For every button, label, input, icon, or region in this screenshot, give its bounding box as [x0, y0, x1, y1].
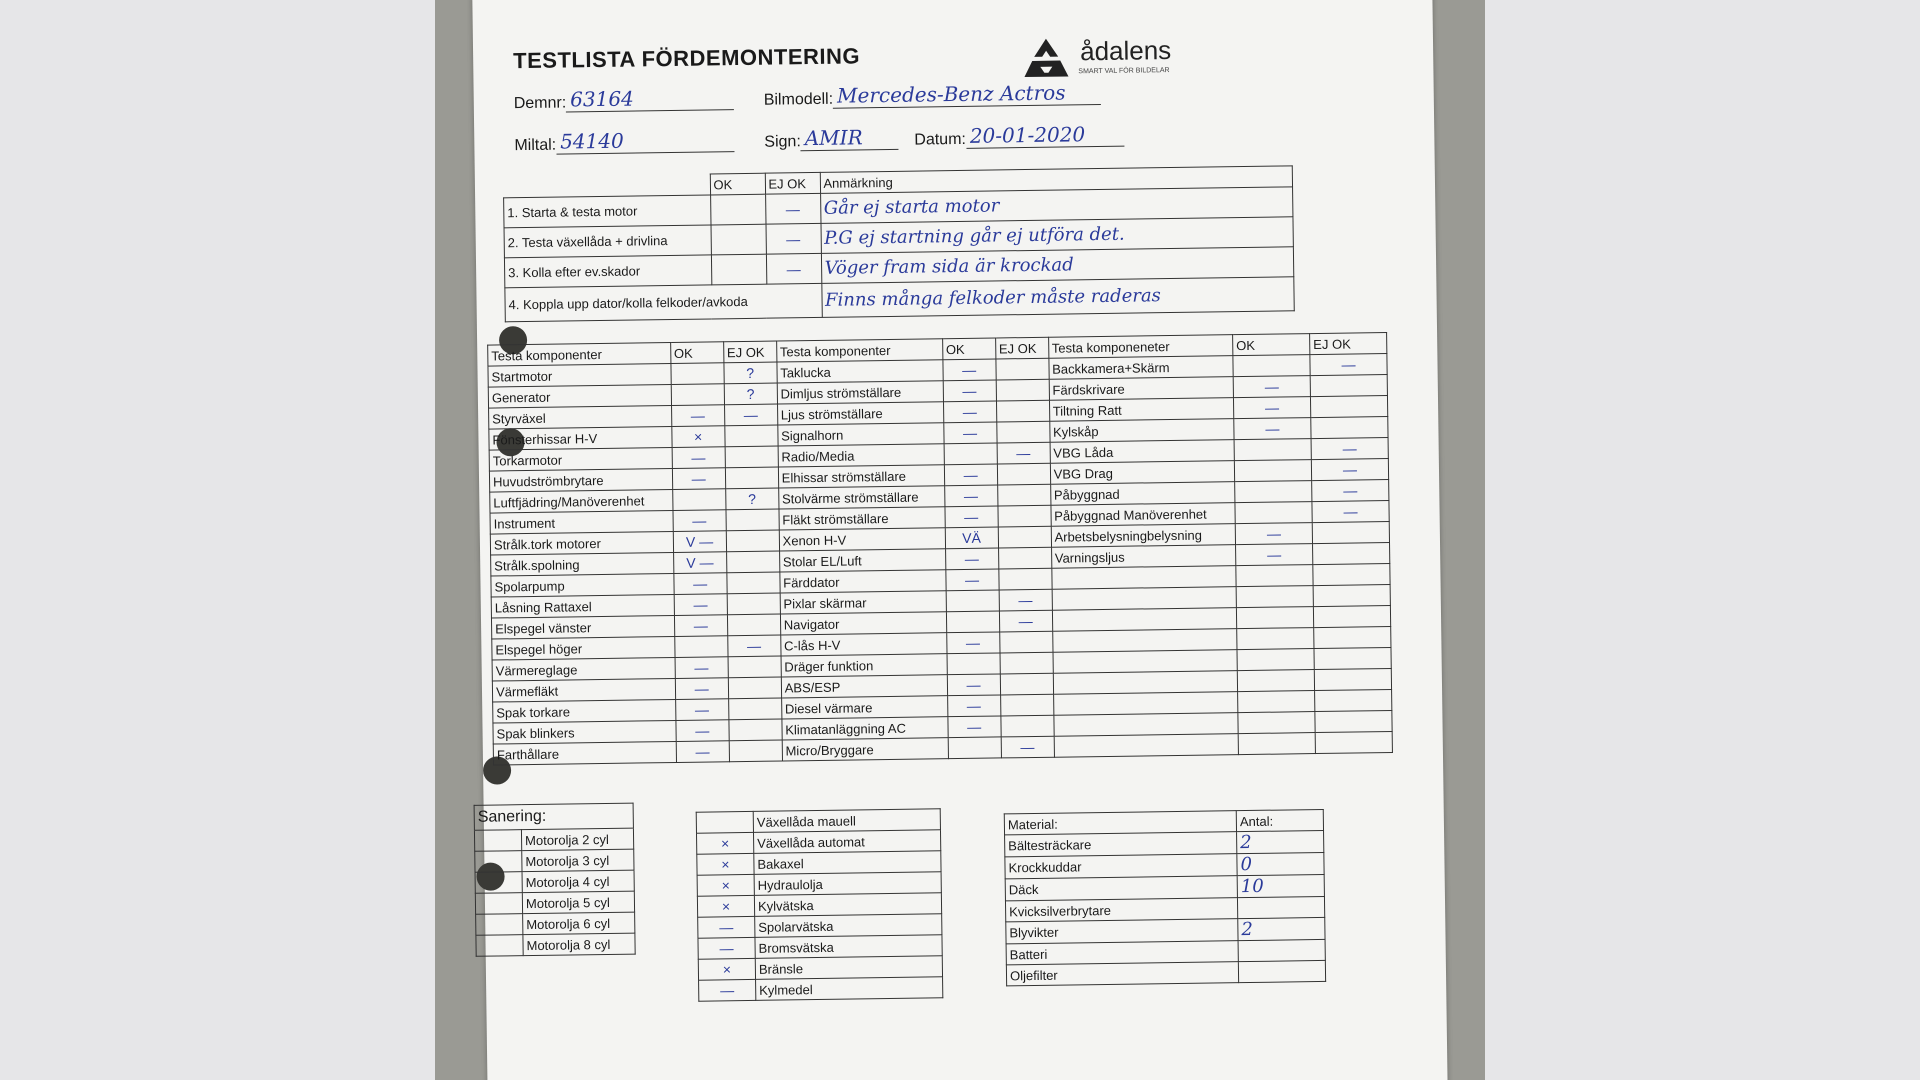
col3-ejok-header: EJ OK — [1310, 333, 1387, 355]
component-ejok[interactable] — [1315, 731, 1392, 753]
component-ok[interactable]: — — [945, 569, 998, 591]
sanering-check[interactable] — [475, 872, 522, 894]
component-ok[interactable] — [1233, 355, 1310, 377]
component-ok[interactable]: VÄ — [945, 527, 998, 549]
component-ok[interactable]: — — [673, 510, 726, 532]
component-ok[interactable]: — — [948, 716, 1001, 738]
fluid-name: Kylvätska — [754, 893, 941, 917]
col1-ejok-header: EJ OK — [723, 341, 776, 363]
component-ok[interactable] — [1236, 586, 1313, 608]
component-name — [1053, 713, 1238, 737]
material-qty[interactable]: 2 — [1238, 917, 1325, 940]
component-name — [1052, 629, 1237, 653]
component-ok[interactable]: — — [676, 741, 729, 763]
sign-field — [764, 125, 899, 152]
col3-header: Testa komponeneter — [1048, 335, 1233, 359]
material-table — [1004, 809, 1326, 986]
component-ok[interactable]: — — [943, 401, 996, 423]
component-ejok[interactable]: — — [997, 442, 1050, 464]
component-name: Tiltning Ratt — [1049, 398, 1234, 422]
component-ejok[interactable] — [997, 463, 1050, 485]
sanering-item: Motorolja 8 cyl — [523, 933, 635, 956]
check-label: 4. Koppla upp dator/kolla felkoder/avkoda — [505, 283, 822, 321]
component-ejok[interactable] — [727, 572, 780, 594]
datum-field — [914, 122, 1124, 150]
demnr-field — [514, 85, 735, 113]
component-name: Navigator — [780, 612, 946, 635]
datum-value[interactable]: 20-01-2020 — [966, 122, 1124, 149]
component-ok[interactable] — [671, 384, 724, 406]
component-ok[interactable]: — — [675, 699, 728, 721]
check-ejok[interactable]: — — [766, 253, 821, 284]
component-ejok[interactable]: — — [999, 589, 1052, 611]
component-ok[interactable]: V — — [673, 552, 726, 574]
components-table — [487, 332, 1393, 766]
component-ok[interactable] — [948, 737, 1001, 759]
fluid-mark[interactable]: — — [698, 916, 755, 938]
component-ejok[interactable] — [728, 677, 781, 699]
check-label: 2. Testa växellåda + drivlina — [504, 225, 711, 258]
material-qty[interactable]: 10 — [1237, 874, 1324, 897]
component-ok[interactable] — [1238, 712, 1315, 734]
fluid-name: Växellåda mauell — [753, 809, 940, 833]
component-ejok[interactable]: ? — [724, 362, 777, 384]
component-name: Farthållare — [493, 741, 676, 765]
sign-label: Sign: — [764, 133, 801, 151]
component-ok[interactable] — [1238, 691, 1315, 713]
component-name: Startmotor — [488, 364, 671, 388]
fluid-name: Bakaxel — [754, 851, 941, 875]
component-name: Dimljus strömställare — [777, 381, 943, 404]
component-ejok[interactable] — [998, 505, 1051, 527]
component-name: Diesel värmare — [781, 696, 947, 719]
fluid-name: Spolarvätska — [755, 914, 942, 938]
component-name: Ljus strömställare — [777, 402, 943, 425]
checks-header-ejok: EJ OK — [765, 172, 820, 194]
sanering-item: Motorolja 3 cyl — [522, 849, 634, 872]
component-ejok[interactable] — [1314, 647, 1391, 669]
component-ejok[interactable] — [996, 358, 1049, 380]
component-ejok[interactable] — [998, 547, 1051, 569]
component-ok[interactable] — [1236, 607, 1313, 629]
component-ok[interactable]: — — [947, 695, 1000, 717]
component-ok[interactable]: × — [672, 426, 725, 448]
check-ejok[interactable]: — — [766, 223, 821, 254]
fluid-mark[interactable]: — — [698, 937, 755, 959]
component-name: Styrväxel — [489, 406, 672, 430]
checks-header-note: Anmärkning — [820, 166, 1293, 194]
component-ejok[interactable] — [725, 467, 778, 489]
component-ok[interactable] — [947, 653, 1000, 675]
component-ejok[interactable]: — — [1312, 501, 1389, 523]
component-ok[interactable]: — — [1233, 397, 1310, 419]
component-name: Kylskåp — [1049, 419, 1234, 443]
component-ejok[interactable] — [729, 740, 782, 762]
fluid-mark[interactable]: — — [699, 979, 756, 1001]
fluid-mark[interactable]: × — [697, 853, 754, 875]
component-name — [1053, 650, 1238, 674]
document-photo — [435, 0, 1485, 1080]
material-name: Batteri — [1006, 941, 1238, 965]
component-ok[interactable] — [1236, 565, 1313, 587]
col1-header: Testa komponenter — [488, 343, 671, 367]
fluid-mark[interactable]: × — [696, 832, 753, 854]
component-ok[interactable] — [1235, 502, 1312, 524]
component-ok[interactable] — [672, 489, 725, 511]
component-name: Färdskrivare — [1049, 377, 1234, 401]
fluid-name: Hydraulolja — [754, 872, 941, 896]
component-ok[interactable] — [671, 363, 724, 385]
material-label: Material: — [1004, 811, 1236, 835]
check-ok[interactable] — [711, 254, 766, 285]
col2-ejok-header: EJ OK — [995, 337, 1048, 359]
component-ok[interactable]: — — [944, 485, 997, 507]
col1-ok-header: OK — [670, 342, 723, 364]
form-title: TESTLISTA FÖRDEMONTERING — [513, 43, 861, 74]
component-ok[interactable] — [944, 443, 997, 465]
material-qty[interactable] — [1238, 960, 1325, 982]
component-name: Huvudströmbrytare — [489, 469, 672, 493]
check-label: 1. Starta & testa motor — [504, 195, 711, 228]
fluid-mark[interactable] — [696, 811, 753, 833]
component-ok[interactable]: — — [1236, 544, 1313, 566]
component-ejok[interactable]: — — [727, 635, 780, 657]
bilmodell-value[interactable]: Mercedes-Benz Actros — [833, 80, 1101, 109]
component-name: Fläkt strömställare — [779, 507, 945, 530]
component-name: Taklucka — [777, 360, 943, 383]
component-ejok[interactable] — [996, 379, 1049, 401]
component-ok[interactable]: — — [1233, 376, 1310, 398]
component-ok[interactable] — [946, 611, 999, 633]
fluid-mark[interactable]: × — [697, 895, 754, 917]
material-qty[interactable] — [1238, 939, 1325, 961]
component-name: Micro/Bryggare — [782, 738, 948, 761]
logo-tagline: SMART VAL FÖR BILDELAR — [1078, 67, 1170, 76]
material-row — [1006, 960, 1325, 985]
adalens-logo — [1018, 35, 1172, 83]
component-name: Torkarmotor — [489, 448, 672, 472]
component-ejok[interactable] — [726, 551, 779, 573]
component-ok[interactable]: — — [945, 548, 998, 570]
component-name: Påbyggnad Manöverenhet — [1051, 503, 1236, 527]
component-ok[interactable] — [1237, 628, 1314, 650]
component-name: Instrument — [490, 511, 673, 535]
component-name: Fönsterhissar H-V — [489, 427, 672, 451]
component-ejok[interactable]: — — [1310, 354, 1387, 376]
component-ejok[interactable]: — — [1312, 480, 1389, 502]
component-name: Stolar EL/Luft — [779, 549, 945, 572]
component-ok[interactable]: — — [947, 674, 1000, 696]
component-ok[interactable] — [1234, 439, 1311, 461]
material-qty[interactable] — [1237, 896, 1324, 918]
component-ejok[interactable] — [996, 421, 1049, 443]
component-ejok[interactable] — [727, 593, 780, 615]
component-name: Pixlar skärmar — [780, 591, 946, 614]
fluid-row — [699, 977, 943, 1001]
antal-label: Antal: — [1236, 809, 1323, 831]
component-ok[interactable]: — — [943, 359, 996, 381]
component-name: Spolarpump — [491, 574, 674, 598]
component-ejok[interactable] — [996, 400, 1049, 422]
component-ejok[interactable] — [998, 526, 1051, 548]
checks-corner — [503, 174, 710, 198]
sanering-item: Motorolja 6 cyl — [523, 912, 635, 935]
component-ok[interactable] — [1235, 481, 1312, 503]
datum-label: Datum: — [914, 130, 967, 149]
component-ejok[interactable] — [1310, 396, 1387, 418]
component-name: ABS/ESP — [781, 675, 947, 698]
fluid-name: Växellåda automat — [753, 830, 940, 854]
component-ok[interactable]: — — [943, 380, 996, 402]
component-name — [1053, 692, 1238, 716]
component-ejok[interactable] — [1000, 652, 1053, 674]
miltal-label: Miltal: — [514, 136, 557, 155]
component-name: Dräger funktion — [781, 654, 947, 677]
component-ok[interactable]: — — [671, 405, 724, 427]
check-note[interactable]: P.G ej startning går ej utföra det. — [820, 217, 1293, 254]
sanering-check[interactable] — [475, 851, 522, 873]
component-ok[interactable]: V — — [673, 531, 726, 553]
check-label: 3. Kolla efter ev.skador — [504, 255, 711, 288]
fluid-mark[interactable]: × — [697, 874, 754, 896]
component-ejok[interactable] — [1314, 668, 1391, 690]
sanering-item: Motorolja 4 cyl — [522, 870, 634, 893]
component-ok[interactable]: — — [943, 422, 996, 444]
component-ok[interactable] — [1234, 460, 1311, 482]
sanering-item: Motorolja 2 cyl — [521, 828, 633, 851]
sanering-item: Motorolja 5 cyl — [522, 891, 634, 914]
component-ejok[interactable] — [1313, 543, 1390, 565]
component-ok[interactable]: — — [674, 615, 727, 637]
component-ejok[interactable] — [1001, 715, 1054, 737]
logo-text: ådalens — [1079, 35, 1172, 67]
component-ok[interactable]: — — [675, 657, 728, 679]
component-name: Signalhorn — [777, 423, 943, 446]
component-ejok[interactable] — [1315, 710, 1392, 732]
bilmodell-label: Bilmodell: — [763, 90, 834, 109]
material-name: Blyvikter — [1006, 919, 1238, 944]
material-name: Krockkuddar — [1005, 854, 1237, 879]
component-ok[interactable]: — — [672, 447, 725, 469]
component-ejok[interactable] — [1314, 626, 1391, 648]
component-ejok[interactable] — [999, 631, 1052, 653]
check-ejok[interactable]: — — [765, 193, 820, 224]
fluid-name: Kylmedel — [756, 977, 943, 1001]
sanering-table — [474, 803, 636, 957]
component-name: Xenon H-V — [779, 528, 945, 551]
component-name: Färddator — [780, 570, 946, 593]
adalens-logo-icon — [1018, 36, 1075, 83]
component-name: Generator — [488, 385, 671, 409]
sanering-check[interactable] — [476, 914, 523, 936]
component-name: Varningsljus — [1051, 545, 1236, 569]
check-ok[interactable] — [711, 224, 766, 255]
miltal-field — [514, 127, 734, 155]
component-name: Arbetsbelysningbelysning — [1051, 524, 1236, 548]
component-ejok[interactable]: — — [724, 404, 777, 426]
component-ok[interactable]: — — [1235, 523, 1312, 545]
component-ejok[interactable] — [1310, 375, 1387, 397]
component-ok[interactable]: — — [1234, 418, 1311, 440]
checks-table — [503, 165, 1295, 322]
component-ejok[interactable] — [997, 484, 1050, 506]
component-ejok[interactable]: — — [1311, 438, 1388, 460]
component-name: Elspegel vänster — [491, 615, 674, 639]
component-name: Stolvärme strömställare — [778, 486, 944, 509]
component-ejok[interactable] — [1000, 673, 1053, 695]
component-ejok[interactable] — [726, 509, 779, 531]
component-name: Värmefläkt — [492, 678, 675, 702]
component-ejok[interactable]: — — [999, 610, 1052, 632]
component-ok[interactable]: — — [672, 468, 725, 490]
component-ejok[interactable]: — — [1001, 736, 1054, 758]
component-name: Elhissar strömställare — [778, 465, 944, 488]
component-ok[interactable]: — — [675, 678, 728, 700]
check-ok[interactable] — [710, 194, 765, 225]
check-note[interactable]: Går ej starta motor — [820, 187, 1293, 224]
checks-header-ok: OK — [710, 173, 765, 195]
component-name: Radio/Media — [778, 444, 944, 467]
component-ok[interactable]: — — [676, 720, 729, 742]
component-name: Värmereglage — [492, 657, 675, 681]
component-ok[interactable] — [1237, 670, 1314, 692]
component-ok[interactable] — [1237, 649, 1314, 671]
fluid-name: Bränsle — [755, 956, 942, 980]
bilmodell-field — [764, 80, 1102, 110]
check-note[interactable]: Finns många felkoder måste raderas — [821, 277, 1294, 318]
component-ok[interactable] — [1238, 733, 1315, 755]
component-ejok[interactable] — [1311, 417, 1388, 439]
component-ok[interactable] — [946, 590, 999, 612]
component-ejok[interactable] — [1313, 605, 1390, 627]
sanering-check[interactable] — [475, 893, 522, 915]
col3-ok-header: OK — [1233, 334, 1310, 356]
component-name: Luftfjädring/Manöverenhet — [490, 490, 673, 514]
component-ejok[interactable] — [1313, 584, 1390, 606]
sanering-check[interactable] — [476, 935, 523, 957]
form-sheet — [472, 0, 1447, 1080]
material-name: Kvicksilverbrytare — [1005, 898, 1237, 922]
component-ok[interactable]: — — [944, 464, 997, 486]
fluid-mark[interactable]: × — [698, 958, 755, 980]
component-name — [1053, 671, 1238, 695]
component-ok[interactable] — [674, 636, 727, 658]
material-qty[interactable]: 2 — [1237, 830, 1324, 853]
component-ejok[interactable] — [728, 656, 781, 678]
component-ejok[interactable]: — — [1311, 459, 1388, 481]
component-ejok[interactable] — [1312, 522, 1389, 544]
component-name: C-lås H-V — [780, 633, 946, 656]
component-ejok[interactable] — [729, 719, 782, 741]
material-name: Bältesträckare — [1005, 832, 1237, 857]
material-name: Däck — [1005, 876, 1237, 901]
component-name — [1054, 734, 1239, 758]
component-ejok[interactable] — [998, 568, 1051, 590]
component-name: Strålk.spolning — [491, 553, 674, 577]
component-name: Elspegel höger — [492, 636, 675, 660]
component-ok[interactable]: — — [946, 632, 999, 654]
sanering-title: Sanering: — [474, 803, 633, 830]
col2-ok-header: OK — [942, 338, 995, 360]
fluid-name: Bromsvätska — [755, 935, 942, 959]
component-ejok[interactable] — [726, 530, 779, 552]
sanering-check[interactable] — [474, 830, 521, 852]
component-name: VBG Låda — [1050, 440, 1235, 464]
component-ejok[interactable]: ? — [725, 488, 778, 510]
component-ejok[interactable] — [728, 698, 781, 720]
component-name: Låsning Rattaxel — [491, 595, 674, 619]
component-ejok[interactable] — [724, 425, 777, 447]
component-name: Strålk.tork motorer — [490, 532, 673, 556]
col2-header: Testa komponenter — [776, 339, 942, 362]
component-name: Påbyggnad — [1050, 482, 1235, 506]
component-name: Spak blinkers — [493, 720, 676, 744]
component-name — [1051, 566, 1236, 590]
component-ejok[interactable] — [727, 614, 780, 636]
fluids-table — [696, 808, 944, 1001]
component-ejok[interactable] — [1000, 694, 1053, 716]
check-note[interactable]: Vöger fram sida är krockad — [821, 247, 1294, 284]
material-name: Oljefilter — [1006, 962, 1238, 986]
miltal-value[interactable]: 54140 — [556, 127, 734, 154]
component-ejok[interactable]: ? — [724, 383, 777, 405]
component-ok[interactable]: — — [674, 594, 727, 616]
component-name: Backkamera+Skärm — [1049, 356, 1234, 380]
material-qty[interactable]: 0 — [1237, 852, 1324, 875]
component-name — [1052, 608, 1237, 632]
component-ok[interactable]: — — [674, 573, 727, 595]
sign-value[interactable]: AMIR — [801, 125, 899, 151]
component-name: VBG Drag — [1050, 461, 1235, 485]
component-name: Klimatanläggning AC — [782, 717, 948, 740]
component-ejok[interactable] — [725, 446, 778, 468]
component-ok[interactable]: — — [945, 506, 998, 528]
component-ejok[interactable] — [1313, 564, 1390, 586]
component-name — [1052, 587, 1237, 611]
component-ejok[interactable] — [1315, 689, 1392, 711]
demnr-label: Demnr: — [513, 94, 567, 113]
component-name: Spak torkare — [493, 699, 676, 723]
demnr-value[interactable]: 63164 — [566, 85, 734, 112]
